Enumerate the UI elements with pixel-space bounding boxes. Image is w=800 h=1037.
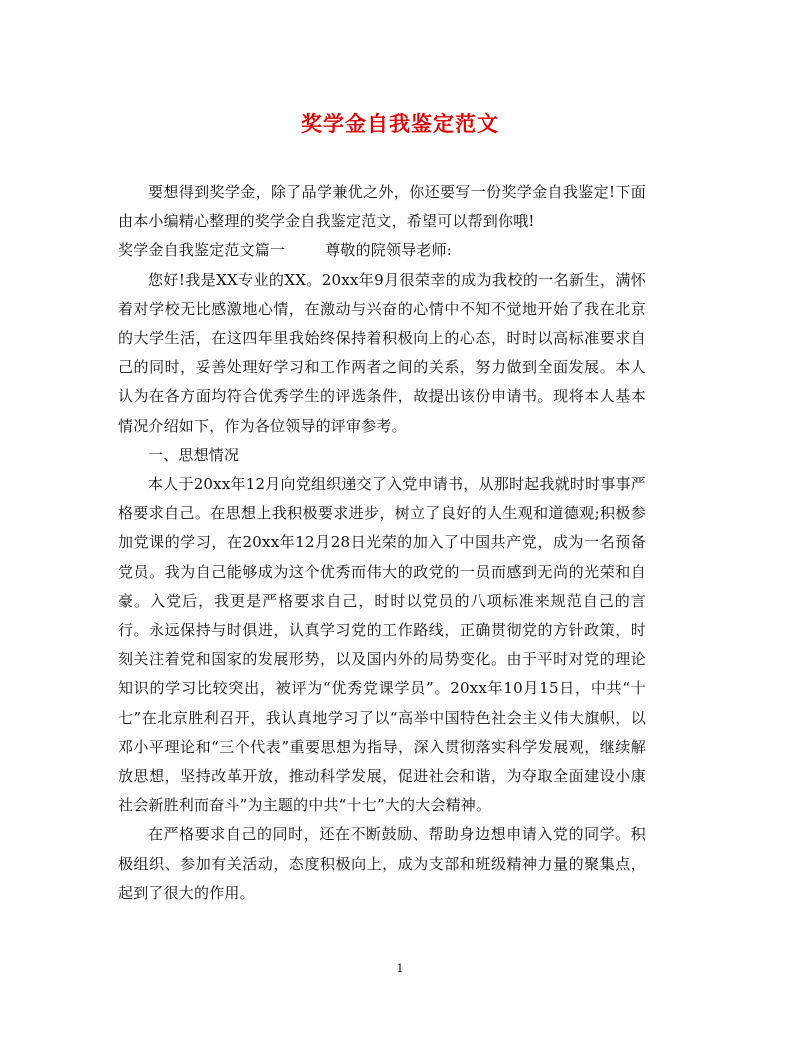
article-header-line: [118, 236, 646, 265]
paragraph-3: 在严格要求自己的同时，还在不断鼓励、帮助身边想申请入党的同学。积极组织、参加有关活动，态度积极向上，成为支部和班级精神力量的聚集点，起到了很大的作用。: [118, 825, 646, 902]
salutation: 尊敬的院领导老师:: [325, 241, 453, 260]
article-label: 奖学金自我鉴定范文篇一: [118, 241, 286, 260]
paragraph-2: 本人于20xx年12月向党组织递交了入党申请书，从那时起我就时时事事严格要求自己。在思想上我积极要求进步，树立了良好的人生观和道德观;积极参加党课的学习，在20xx年12月28日光荣的加入了中国共产党，成为一名预备党员。我为自己能够成为这个优秀而伟大的政党的一员而感到无尚的光荣和自豪。入党后，我更是严格要求自己，时时以党员的八项标准来规范自己的言行。永远保持与时俱进，认真学习党的工作路线，正确贯彻党的方针政策，时刻关注着党和国家的发展形势，以及国内外的局势变化。由于平时对党的理论知识的学习比较突出，被评为“优秀党课学员”。20xx年10月15日，中共“十七”在北京胜利召开，我认真地学习了以“高举中国特色社会主义伟大旗帜，以邓小平理论和“三个代表”重要思想为指导，深入贯彻落实科学发展观，继续解放思想，坚持改革开放，推动科学发展，促进社会和谐，为夺取全面建设小康社会新胜利而奋斗”为主题的中共“十七”大的大会精神。: [118, 475, 646, 815]
page-number: 1: [396, 962, 404, 975]
section-heading: 一、思想情况: [148, 445, 240, 464]
paragraph-1: 您好!我是XX专业的XX。20xx年9月很荣幸的成为我校的一名新生，满怀着对学校无比感激地心情，在激动与兴奋的心情中不知不觉地开始了我在北京的大学生活，在这四年里我始终保持着积极向上的心态，时时以高标准要求自己的同时，妥善处理好学习和工作两者之间的关系，努力做到全面发展。本人认为在各方面均符合优秀学生的评选条件，故提出该份申请书。现将本人基本情况介绍如下，作为各位领导的评审参考。: [118, 270, 646, 435]
intro-paragraph: 要想得到奖学金，除了品学兼优之外，你还要写一份奖学金自我鉴定!下面由本小编精心整理的奖学金自我鉴定范文，希望可以帮到你哦!: [118, 183, 646, 231]
document-body: [118, 178, 646, 908]
document-title: 奖学金自我鉴定范文: [301, 111, 499, 136]
